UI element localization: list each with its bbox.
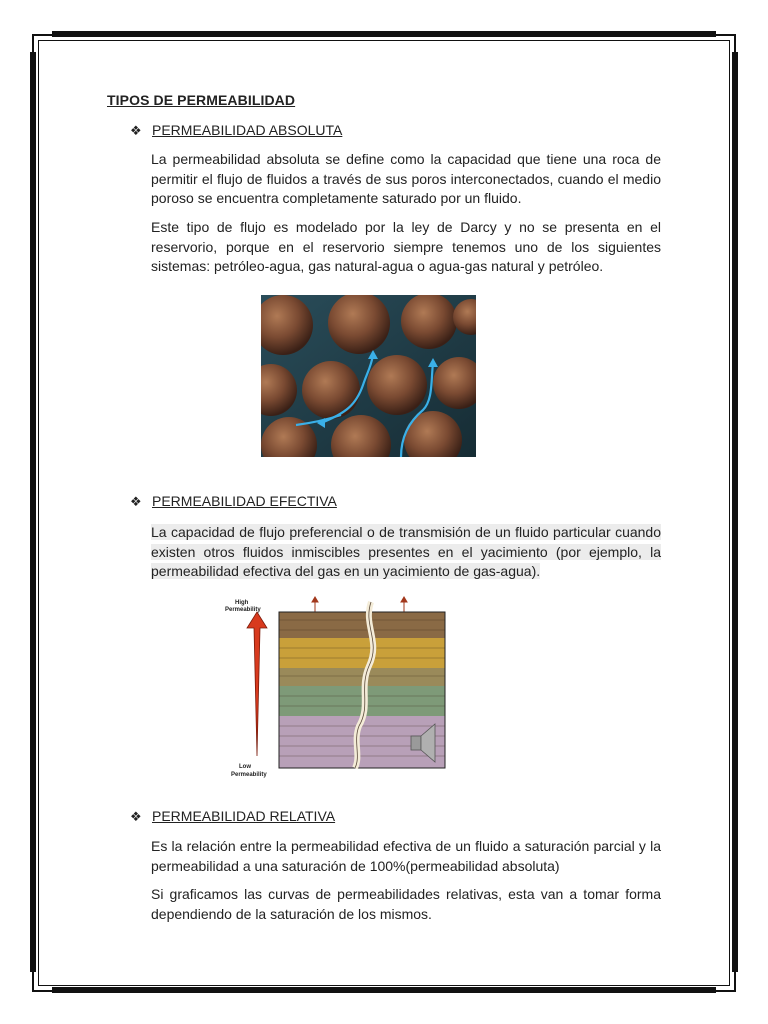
page-border-bar-right xyxy=(732,52,738,972)
highlighted-text: La capacidad de flujo preferencial o de transmisión de un fluido particular cuando existen otros fluidos inmiscibles presentes en el yacimiento (por ejemplo, la permeabilidad efectiva del gas en un yacimiento de gas-agua). xyxy=(151,524,661,579)
heading-text: PERMEABILIDAD ABSOLUTA xyxy=(152,122,343,138)
paragraph-relativa-definition: Es la relación entre la permeabilidad efectiva de un fluido a saturación parcial y la permeabilidad a una saturación de 100%(permeabilidad absoluta) xyxy=(151,838,661,874)
heading-text: PERMEABILIDAD EFECTIVA xyxy=(152,493,337,509)
high-label-line1: High xyxy=(235,600,249,606)
page-border-bar-bottom xyxy=(52,987,716,993)
bullet-diamond-icon: ❖ xyxy=(130,123,142,138)
high-label-line2: Permeability xyxy=(225,607,261,613)
permeability-layers-figure xyxy=(221,596,456,780)
low-label-line2: Permeability xyxy=(231,772,267,778)
low-label-line1: Low xyxy=(239,764,251,770)
bullet-diamond-icon: ❖ xyxy=(130,494,142,509)
porous-rock-figure xyxy=(261,295,476,457)
page-border-bar-left xyxy=(30,52,36,972)
paragraph-absoluta-definition: La permeabilidad absoluta se define como la capacidad que tiene una roca de permitir el flujo de fluidos a través de sus poros interconectados, cuando el medio poroso se encuentra completamente saturado por un fluido. xyxy=(151,151,661,206)
document-title: TIPOS DE PERMEABILIDAD xyxy=(107,92,296,108)
paragraph-absoluta-darcy: Este tipo de flujo es modelado por la ley de Darcy y no se presenta en el reservorio, porque en el reservorio siempre tenemos uno de los siguientes sistemas: petróleo-agua, gas natural-agua o agua-gas natural y petróleo. xyxy=(151,219,661,274)
bullet-diamond-icon: ❖ xyxy=(130,809,142,824)
heading-text: PERMEABILIDAD RELATIVA xyxy=(152,808,336,824)
paragraph-relativa-curvas: Si graficamos las curvas de permeabilidades relativas, esta van a tomar forma dependiendo de la saturación de los mismos. xyxy=(151,886,661,922)
heading-permeabilidad-efectiva xyxy=(130,493,337,510)
heading-permeabilidad-absoluta xyxy=(130,122,342,139)
page-border-bar-top xyxy=(52,31,716,37)
paragraph-efectiva-definition xyxy=(151,523,661,582)
heading-permeabilidad-relativa xyxy=(130,808,335,825)
